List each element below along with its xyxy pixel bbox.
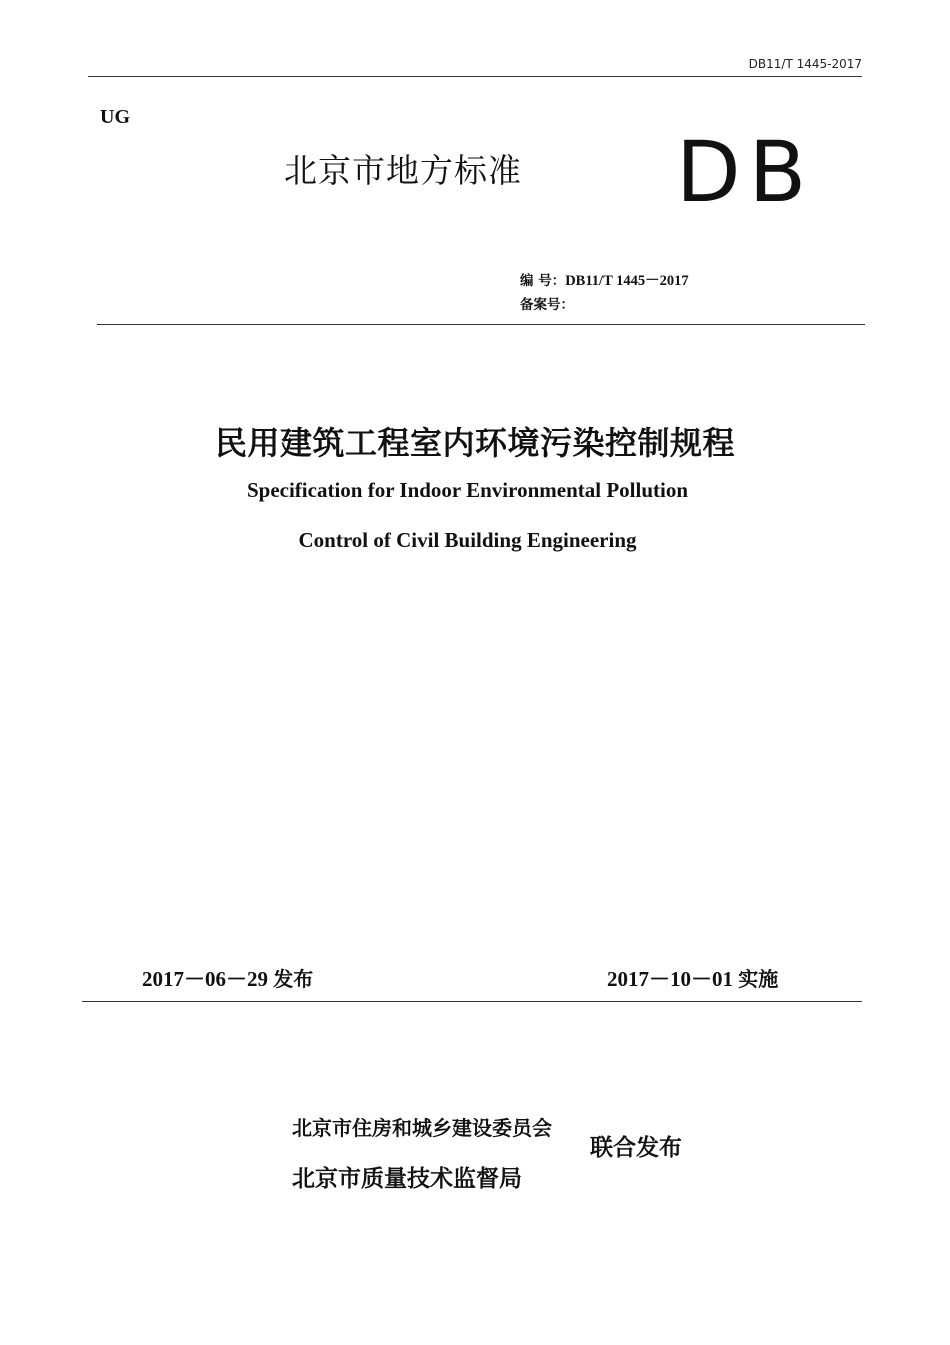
standard-type: 北京市地方标准 (284, 151, 522, 190)
filing-number-label: 备案号： (520, 297, 574, 313)
issue-date-value: 2017－06－29 (142, 967, 268, 991)
standard-number-label: 编 号： (520, 273, 566, 289)
implementation-date-suffix: 实施 (738, 967, 779, 991)
standard-number-value: DB11/T 1445－2017 (565, 273, 689, 289)
issuer-quality-bureau: 北京市质量技术监督局 (292, 1166, 522, 1192)
bottom-divider (82, 1001, 862, 1002)
document-title-en-line2: Control of Civil Building Engineering (298, 528, 637, 552)
implementation-date-value: 2017－10－01 (607, 967, 733, 991)
standard-number (520, 269, 689, 290)
issue-date-suffix: 发布 (273, 967, 314, 991)
header-standard-code: DB11/T 1445-2017 (748, 57, 862, 71)
ics-code: UG (100, 106, 130, 128)
issuer-housing-commission: 北京市住房和城乡建设委员会 (292, 1116, 552, 1140)
db-mark: DB (676, 123, 815, 221)
issue-date (142, 963, 313, 993)
filing-number (520, 293, 574, 314)
top-divider (97, 324, 865, 325)
header-rule (88, 76, 862, 77)
joint-issue-label: 联合发布 (590, 1135, 682, 1161)
document-title-cn: 民用建筑工程室内环境污染控制规程 (214, 424, 735, 462)
document-title-en-line1: Specification for Indoor Environmental Pollution (246, 478, 689, 502)
implementation-date (607, 963, 778, 993)
